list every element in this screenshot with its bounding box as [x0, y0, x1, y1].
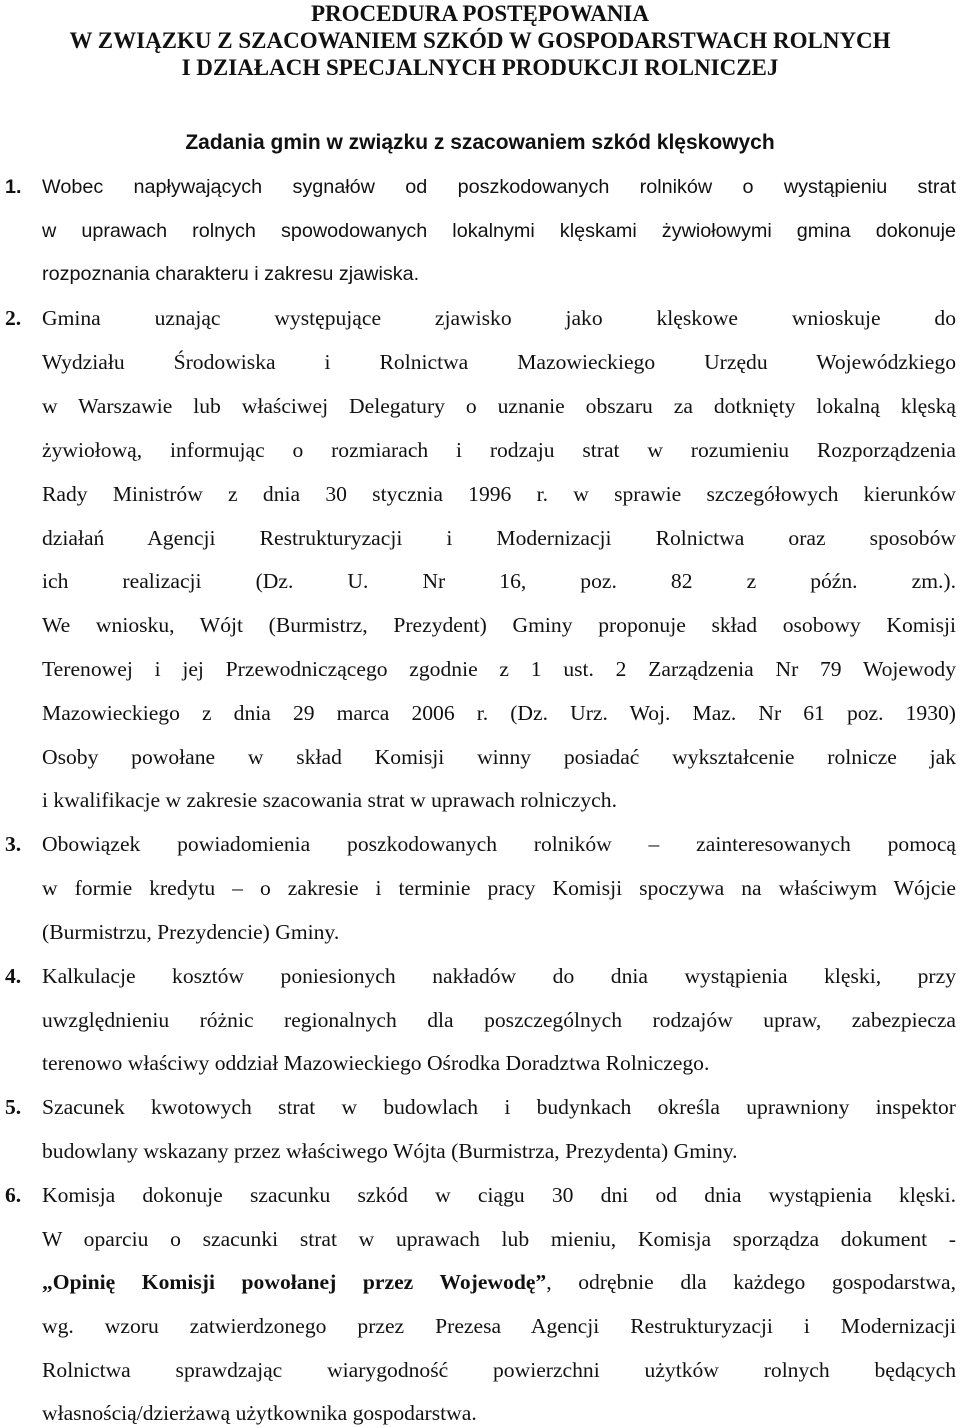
item-4-line-2: uwzględnieniu różnic regionalnych dla poszczególnych rodzajów upraw, zabezpiecza: [42, 1008, 956, 1032]
item-2-line-10: Mazowieckiego z dnia 29 marca 2006 r. (Dz. Urz. Woj. Maz. Nr 61 poz. 1930): [42, 701, 956, 725]
document-title-line-2: W ZWIĄZKU Z SZACOWANIEM SZKÓD W GOSPODARSTWACH ROLNYCH: [69, 28, 891, 53]
item-5-number: 5.: [5, 1095, 22, 1119]
item-6-line-5: Rolnictwa sprawdzając wiarygodność powierzchni użytków rolnych będących: [42, 1358, 956, 1382]
item-6-line-3: [42, 1267, 956, 1297]
item-2-line-9: Terenowej i jej Przewodniczącego zgodnie z 1 ust. 2 Zarządzenia Nr 79 Wojewody: [42, 657, 956, 681]
item-1-line-3: rozpoznania charakteru i zakresu zjawiska.: [42, 263, 420, 285]
item-2-line-1: Gmina uznając występujące zjawisko jako klęskowe wnioskuje do: [42, 306, 956, 330]
item-6-number: 6.: [5, 1183, 22, 1207]
opinion-document-name: „Opinię Komisji powołanej przez Wojewodę”: [42, 1270, 547, 1294]
document-title-line-1: PROCEDURA POSTĘPOWANIA: [310, 1, 649, 26]
item-6-line-2: W oparciu o szacunki strat w uprawach lub mieniu, Komisja sporządza dokument -: [42, 1227, 956, 1251]
item-3-line-2: w formie kredytu – o zakresie i terminie pracy Komisji spoczywa na właściwym Wójcie: [42, 876, 956, 900]
item-4-line-3: terenowo właściwy oddział Mazowieckiego Ośrodka Doradztwa Rolniczego.: [42, 1051, 710, 1075]
item-6-line-3-rest: , odrębnie dla każdego gospodarstwa,: [546, 1270, 956, 1294]
document-title-line-3: I DZIAŁACH SPECJALNYCH PRODUKCJI ROLNICZEJ: [181, 55, 779, 80]
item-1-line-2: w uprawach rolnych spowodowanych lokalnymi klęskami żywiołowymi gmina dokonuje: [42, 220, 956, 242]
item-2-line-2: Wydziału Środowiska i Rolnictwa Mazowieckiego Urzędu Wojewódzkiego: [42, 350, 956, 374]
item-3-line-1: Obowiązek powiadomienia poszkodowanych rolników – zainteresowanych pomocą: [42, 832, 956, 856]
item-2-line-7: ich realizacji (Dz. U. Nr 16, poz. 82 z późn. zm.).: [42, 569, 956, 593]
item-6-line-4: wg. wzoru zatwierdzonego przez Prezesa Agencji Restrukturyzacji i Modernizacji: [42, 1314, 956, 1338]
item-2-line-8: We wniosku, Wójt (Burmistrz, Prezydent) Gminy proponuje skład osobowy Komisji: [42, 613, 956, 637]
item-2-line-4: żywiołową, informując o rozmiarach i rodzaju strat w rozumieniu Rozporządzenia: [42, 438, 956, 462]
item-3-line-3: (Burmistrzu, Prezydencie) Gminy.: [42, 920, 340, 944]
item-2-line-5: Rady Ministrów z dnia 30 stycznia 1996 r. w sprawie szczegółowych kierunków: [42, 482, 956, 506]
item-4-number: 4.: [5, 964, 22, 988]
item-6-line-6: własnością/dzierżawą użytkownika gospodarstwa.: [42, 1401, 477, 1425]
item-3-number: 3.: [5, 832, 22, 856]
item-1-line-1: Wobec napływających sygnałów od poszkodowanych rolników o wystąpieniu strat: [42, 176, 956, 198]
item-1-number: 1.: [5, 176, 22, 198]
item-2-line-3: w Warszawie lub właściwej Delegatury o uznanie obszaru za dotknięty lokalną klęską: [42, 394, 956, 418]
item-2-line-11: Osoby powołane w skład Komisji winny posiadać wykształcenie rolnicze jak: [42, 745, 956, 769]
item-2-line-12: i kwalifikacje w zakresie szacowania strat w uprawach rolniczych.: [42, 788, 617, 812]
section-subtitle: Zadania gmin w związku z szacowaniem szkód klęskowych: [185, 131, 775, 154]
item-5-line-1: Szacunek kwotowych strat w budowlach i budynkach określa uprawniony inspektor: [42, 1095, 956, 1119]
item-5-line-2: budowlany wskazany przez właściwego Wójta (Burmistrza, Prezydenta) Gminy.: [42, 1139, 738, 1163]
item-2-line-6: działań Agencji Restrukturyzacji i Modernizacji Rolnictwa oraz sposobów: [42, 526, 956, 550]
item-2-number: 2.: [5, 306, 22, 330]
item-6-line-1: Komisja dokonuje szacunku szkód w ciągu 30 dni od dnia wystąpienia klęski.: [42, 1183, 956, 1207]
item-4-line-1: Kalkulacje kosztów poniesionych nakładów do dnia wystąpienia klęski, przy: [42, 964, 956, 988]
